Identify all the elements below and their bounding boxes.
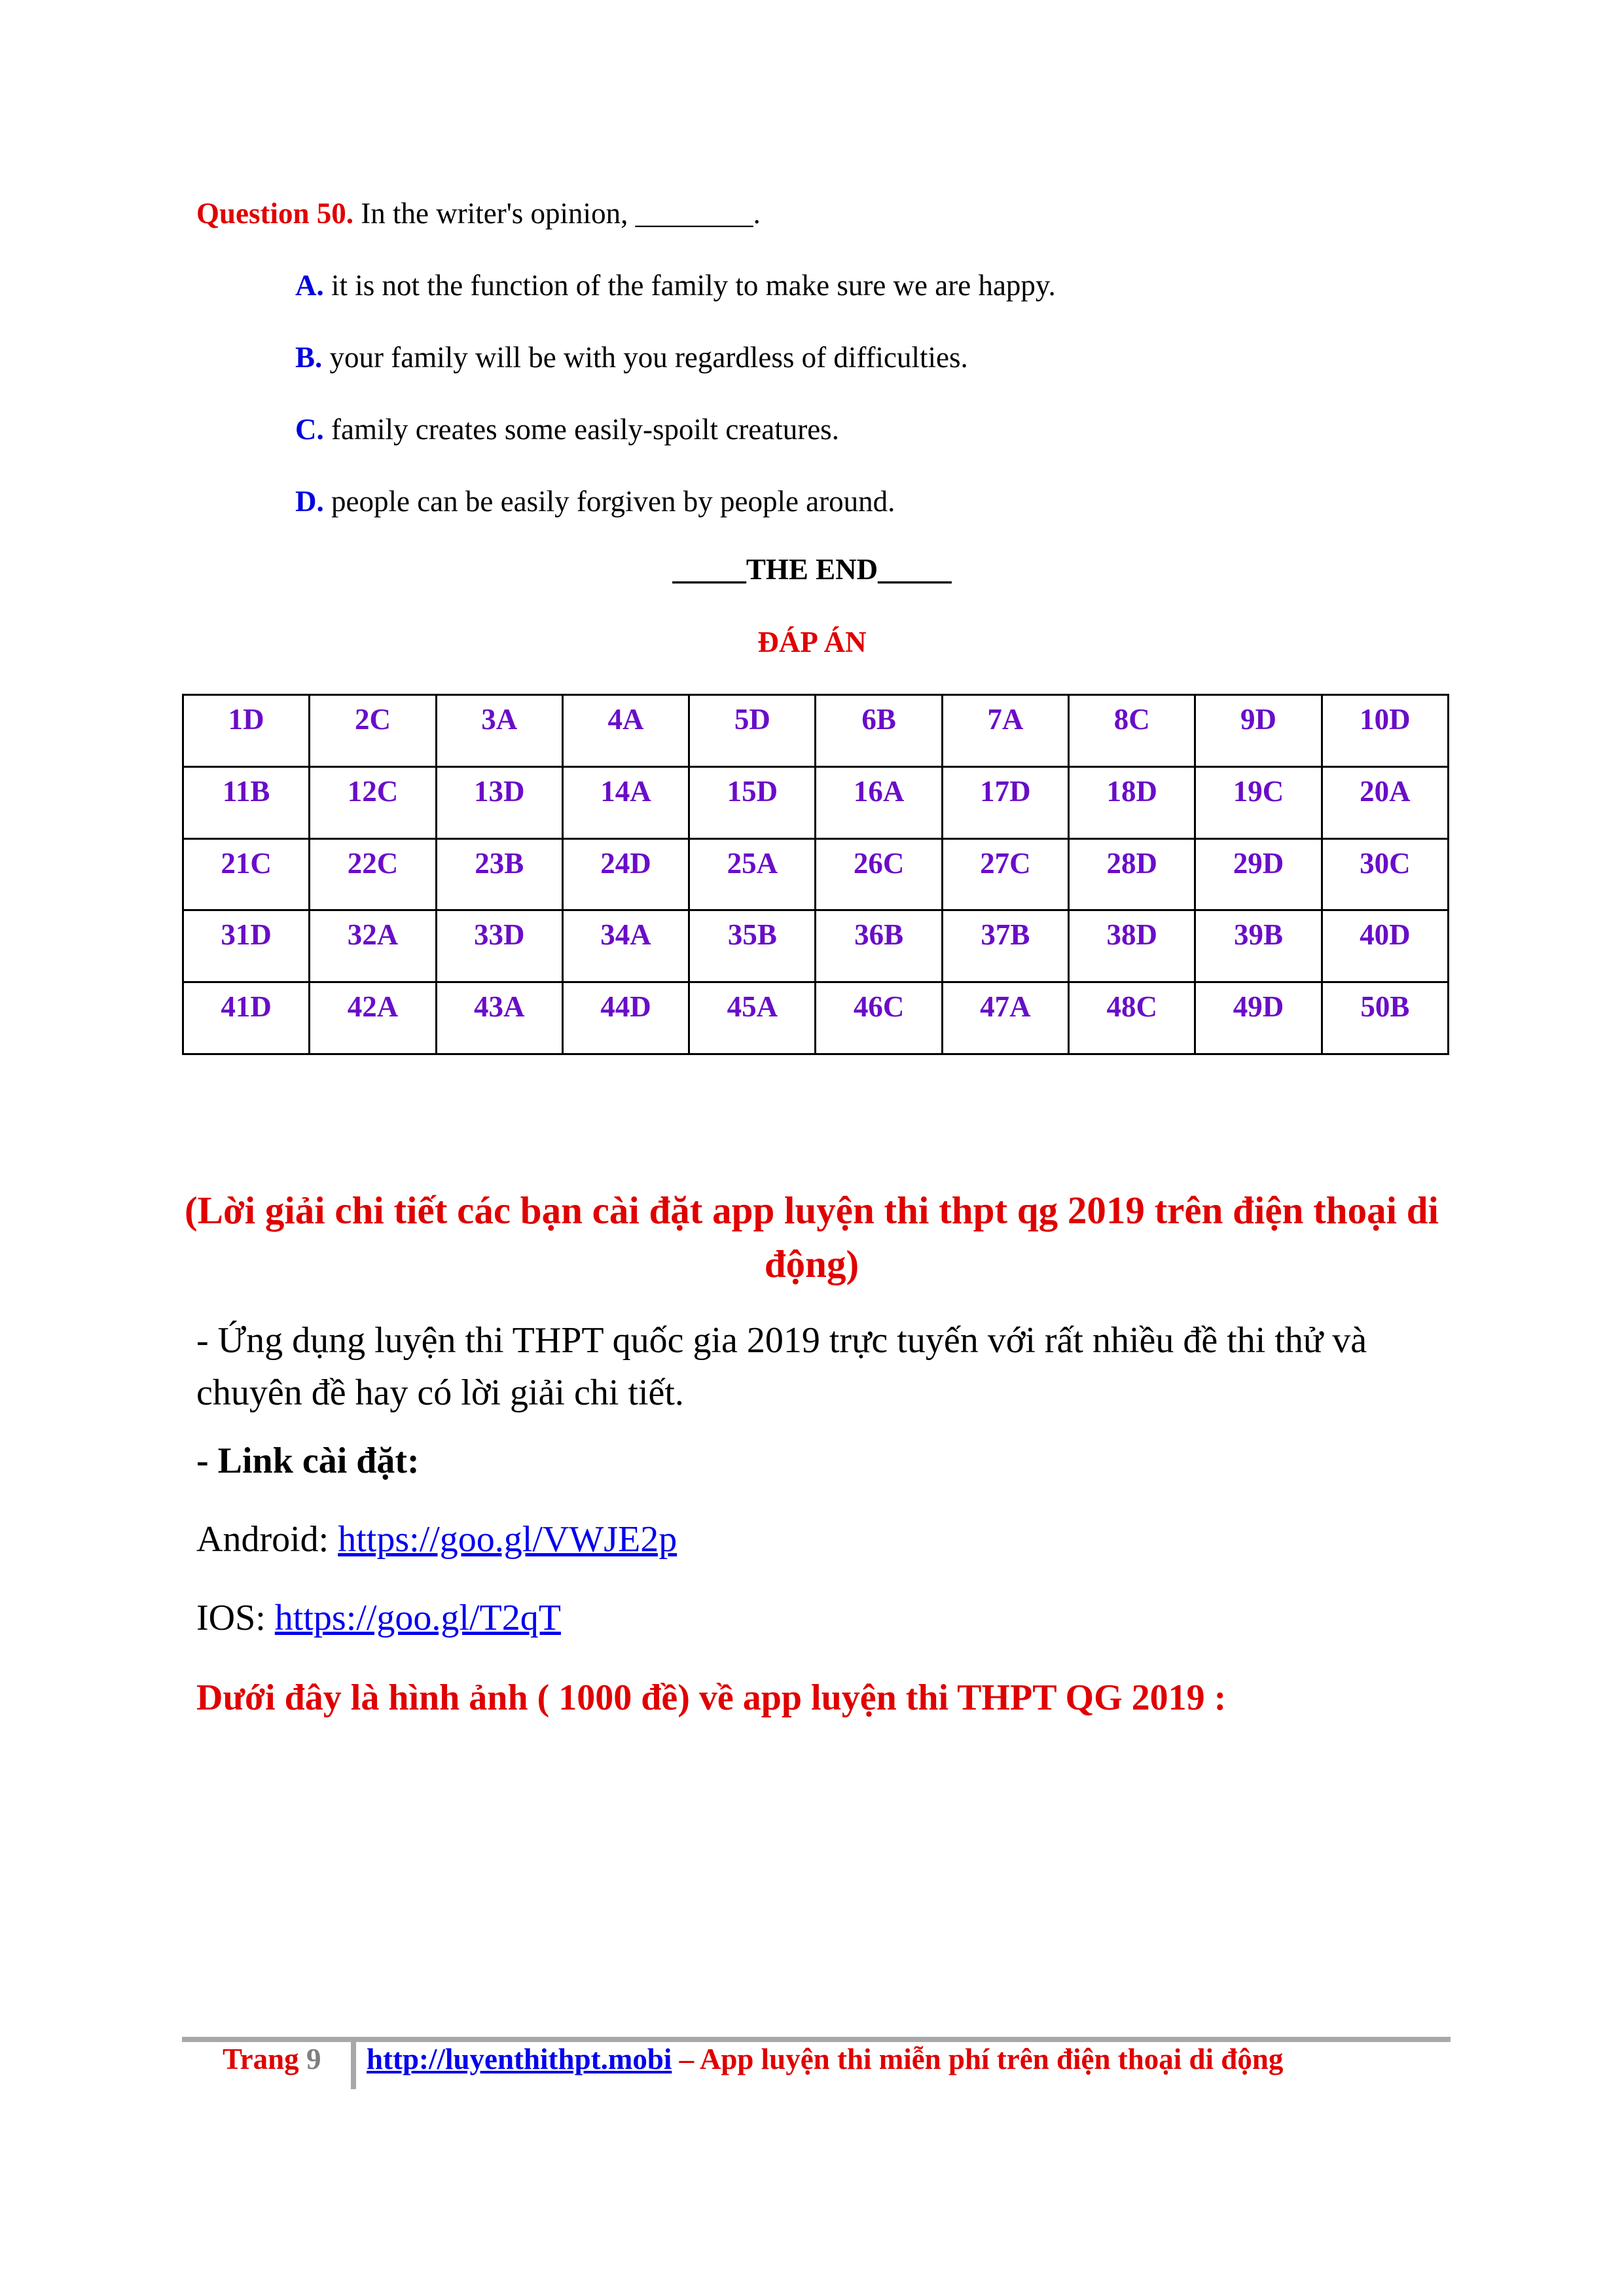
answer-cell: 1D	[183, 695, 310, 767]
answer-cell: 8C	[1069, 695, 1195, 767]
option-b	[295, 340, 968, 374]
answer-cell: 20A	[1322, 766, 1448, 838]
answer-cell: 36B	[816, 910, 942, 982]
android-link[interactable]: https://goo.gl/VWJE2p	[338, 1519, 677, 1560]
promo-heading: (Lời giải chi tiết các bạn cài đặt app luyện thi thpt qg 2019 trên điện thoại di động)	[185, 1189, 1439, 1285]
answer-cell: 48C	[1069, 982, 1195, 1054]
answer-cell: 41D	[183, 982, 310, 1054]
answer-cell: 30C	[1322, 838, 1448, 910]
answer-cell: 37B	[942, 910, 1068, 982]
ios-link[interactable]: https://goo.gl/T2qT	[274, 1598, 561, 1638]
below-text: Dưới đây là hình ảnh ( 1000 đề) về app luyện thi THPT QG 2019 :	[196, 1677, 1227, 1718]
option-letter: A.	[295, 269, 324, 302]
answer-cell: 3A	[436, 695, 562, 767]
answer-cell: 39B	[1195, 910, 1322, 982]
answer-cell: 4A	[562, 695, 689, 767]
answer-cell: 32A	[310, 910, 436, 982]
answer-cell: 16A	[816, 766, 942, 838]
answer-cell: 50B	[1322, 982, 1448, 1054]
page-label: Trang	[223, 2043, 306, 2075]
answer-cell: 28D	[1069, 838, 1195, 910]
answer-cell: 43A	[436, 982, 562, 1054]
answer-cell: 7A	[942, 695, 1068, 767]
option-a	[295, 268, 1056, 302]
answer-cell: 40D	[1322, 910, 1448, 982]
option-text: your family will be with you regardless of difficulties.	[322, 341, 968, 374]
answer-cell: 6B	[816, 695, 942, 767]
option-letter: D.	[295, 485, 324, 518]
answer-cell: 23B	[436, 838, 562, 910]
table-row	[183, 910, 1449, 982]
answer-cell: 18D	[1069, 766, 1195, 838]
option-text: people can be easily forgiven by people around.	[323, 485, 895, 518]
option-text: family creates some easily-spoilt creatures.	[323, 413, 839, 446]
answer-cell: 42A	[310, 982, 436, 1054]
table-row	[183, 982, 1449, 1054]
page-number: 9	[306, 2043, 321, 2075]
answer-cell: 26C	[816, 838, 942, 910]
footer-tagline: – App luyện thi miễn phí trên điện thoại di động	[672, 2043, 1284, 2075]
answer-cell: 21C	[183, 838, 310, 910]
the-end-heading: _____THE END_____	[672, 553, 952, 586]
answer-cell: 31D	[183, 910, 310, 982]
answer-cell: 13D	[436, 766, 562, 838]
answer-cell: 17D	[942, 766, 1068, 838]
install-label: - Link cài đặt:	[196, 1441, 420, 1481]
answer-key-table	[182, 694, 1449, 1055]
answer-cell: 14A	[562, 766, 689, 838]
answer-cell: 11B	[183, 766, 310, 838]
answer-cell: 33D	[436, 910, 562, 982]
answer-cell: 49D	[1195, 982, 1322, 1054]
promo-body: - Ứng dụng luyện thi THPT quốc gia 2019 trực tuyến với rất nhiều đề thi thử và chuyên đề hay có lời giải chi tiết.	[196, 1320, 1367, 1413]
option-c	[295, 412, 839, 446]
answer-cell: 2C	[310, 695, 436, 767]
table-row	[183, 695, 1449, 767]
footer-separator	[351, 2041, 356, 2089]
answer-cell: 12C	[310, 766, 436, 838]
answer-cell: 46C	[816, 982, 942, 1054]
question-stem: In the writer's opinion, ________.	[353, 197, 761, 230]
android-label: Android:	[196, 1519, 338, 1560]
question-50	[196, 196, 761, 230]
answer-cell: 38D	[1069, 910, 1195, 982]
answer-cell: 22C	[310, 838, 436, 910]
answer-cell: 27C	[942, 838, 1068, 910]
answer-cell: 15D	[689, 766, 816, 838]
android-line	[196, 1518, 677, 1560]
option-letter: C.	[295, 413, 324, 446]
answer-cell: 35B	[689, 910, 816, 982]
answer-cell: 47A	[942, 982, 1068, 1054]
ios-line	[196, 1597, 561, 1639]
answer-cell: 45A	[689, 982, 816, 1054]
answer-cell: 5D	[689, 695, 816, 767]
answer-cell: 44D	[562, 982, 689, 1054]
question-label: Question 50.	[196, 197, 354, 230]
answer-cell: 10D	[1322, 695, 1448, 767]
answer-cell: 34A	[562, 910, 689, 982]
footer-page-number	[223, 2042, 321, 2076]
answer-cell: 24D	[562, 838, 689, 910]
option-letter: B.	[295, 341, 323, 374]
option-d	[295, 484, 895, 518]
table-row	[183, 766, 1449, 838]
footer-site-link[interactable]: http://luyenthithpt.mobi	[367, 2043, 672, 2075]
answer-key-title: ĐÁP ÁN	[757, 626, 867, 658]
answer-cell: 25A	[689, 838, 816, 910]
answer-cell: 9D	[1195, 695, 1322, 767]
ios-label: IOS:	[196, 1598, 275, 1638]
answer-cell: 29D	[1195, 838, 1322, 910]
option-text: it is not the function of the family to make sure we are happy.	[323, 269, 1056, 302]
footer-text	[367, 2042, 1283, 2076]
table-row	[183, 838, 1449, 910]
answer-cell: 19C	[1195, 766, 1322, 838]
footer-divider	[182, 2037, 1451, 2042]
